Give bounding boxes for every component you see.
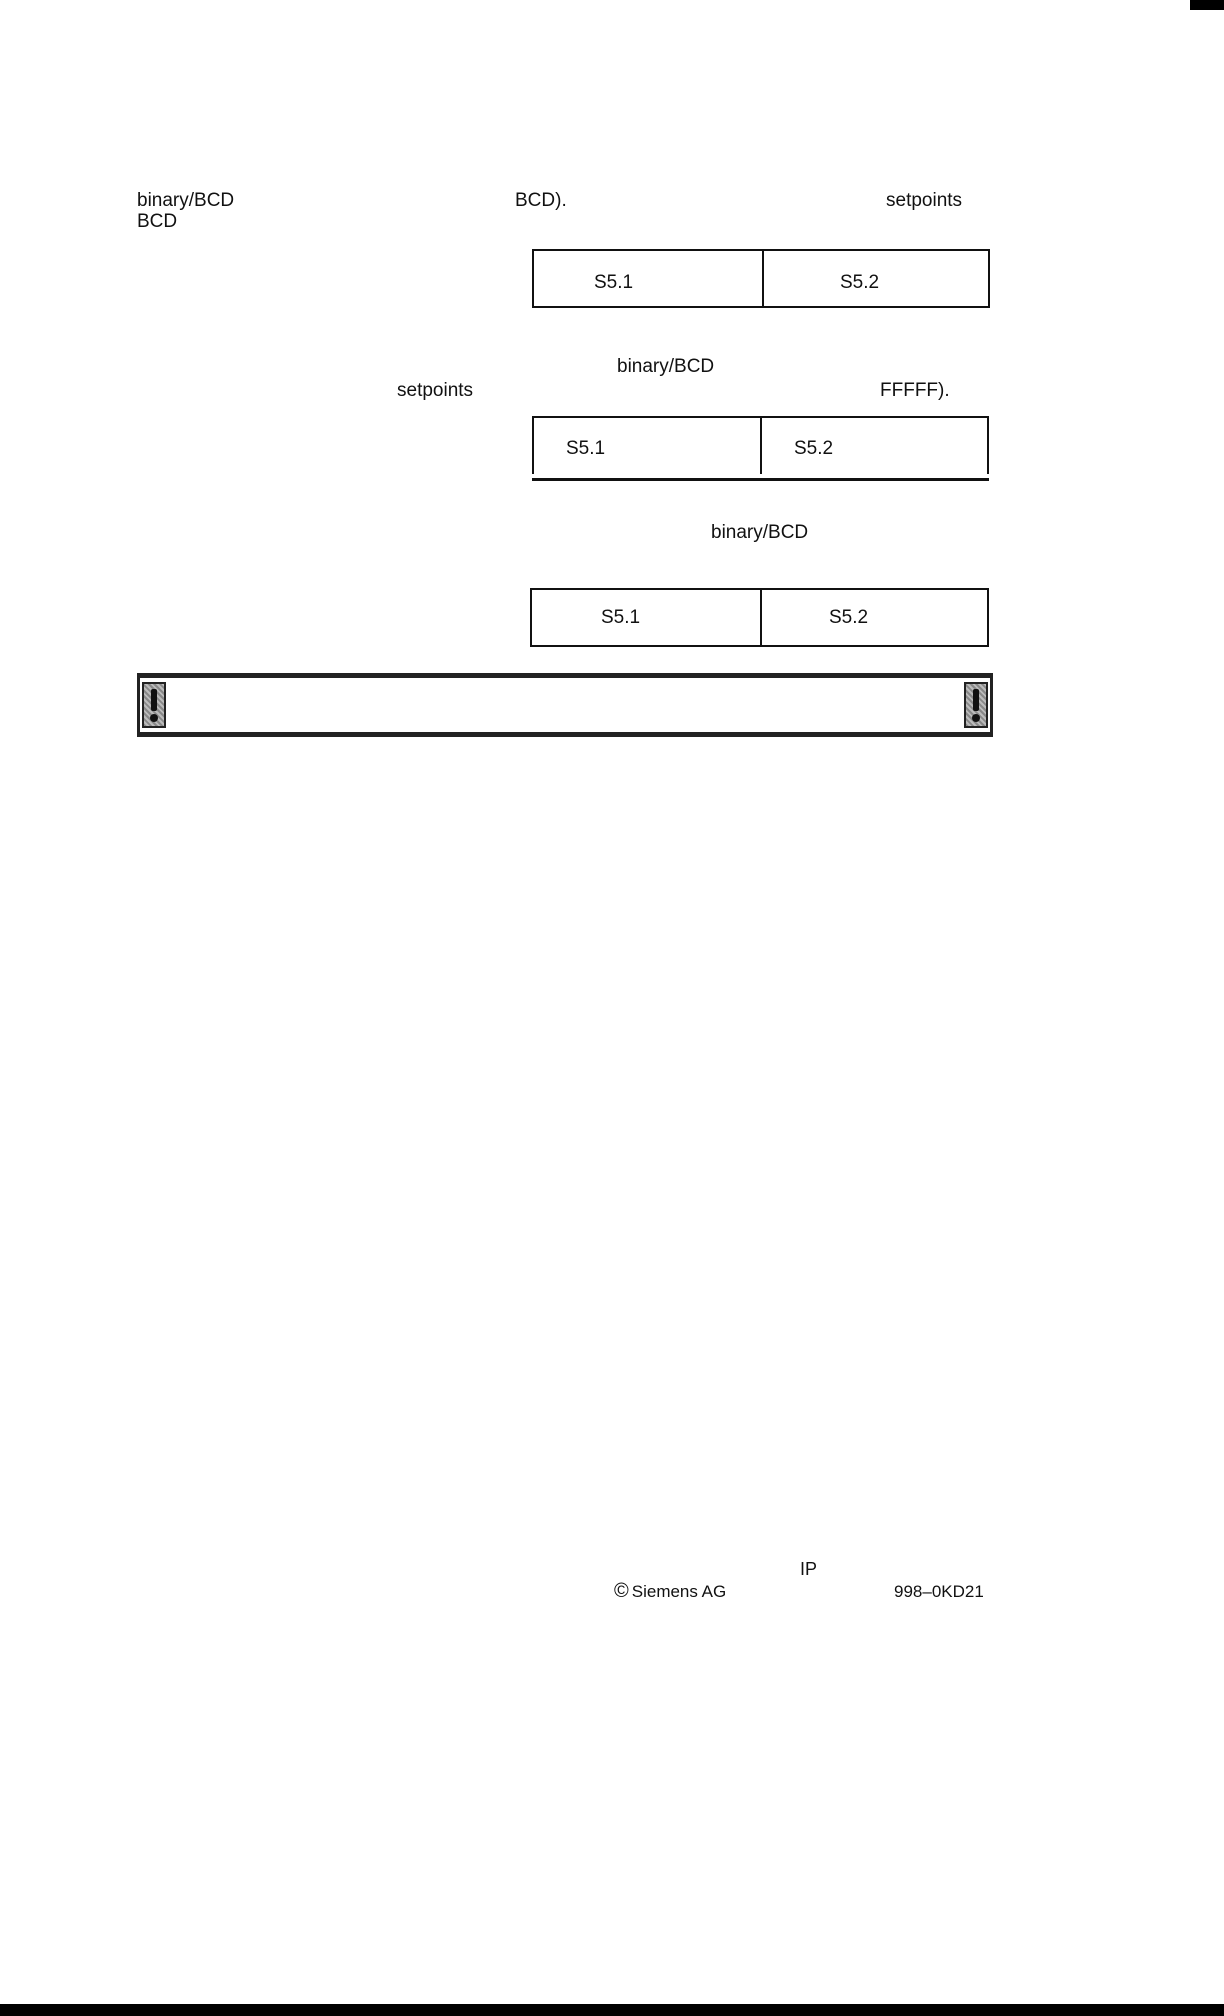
switch-table-1 — [532, 249, 990, 308]
table-divider-right — [987, 416, 989, 474]
cell-s5-1: S5.1 — [601, 607, 641, 628]
table-divider — [760, 590, 762, 645]
page-bottom-edge — [0, 2004, 1224, 2016]
warning-icon — [142, 682, 166, 728]
text-bcd-close: BCD). — [515, 190, 567, 211]
table-2-bottom-line — [532, 478, 989, 481]
warning-box — [137, 673, 993, 737]
warning-icon — [964, 682, 988, 728]
footer-copyright — [614, 1580, 726, 1603]
text-binary-bcd-3: binary/BCD — [711, 522, 809, 543]
page-corner-mark-bottom — [1208, 2006, 1224, 2016]
footer-doc-number: 998–0KD21 — [894, 1582, 984, 1601]
text-fffff: FFFFF). — [880, 380, 950, 401]
cell-s5-1: S5.1 — [594, 272, 634, 293]
footer-company: Siemens AG — [631, 1582, 727, 1601]
cell-s5-2: S5.2 — [794, 438, 834, 459]
cell-s5-2: S5.2 — [829, 607, 869, 628]
copyright-icon: © — [614, 1580, 629, 1602]
page-corner-mark-top — [1190, 0, 1224, 10]
cell-s5-2: S5.2 — [840, 272, 880, 293]
text-binary-bcd-2: binary/BCD — [617, 356, 715, 377]
footer-code: IP — [800, 1559, 818, 1579]
text-bcd-2: BCD — [137, 211, 178, 232]
text-setpoints-1: setpoints — [886, 190, 963, 211]
cell-s5-1: S5.1 — [566, 438, 606, 459]
text-setpoints-2: setpoints — [397, 380, 474, 401]
table-divider-left — [532, 416, 534, 474]
text-binary-bcd-1: binary/BCD — [137, 190, 235, 211]
table-divider — [762, 251, 764, 306]
table-divider — [760, 416, 762, 474]
switch-table-2 — [532, 416, 989, 474]
switch-table-3 — [530, 588, 989, 647]
